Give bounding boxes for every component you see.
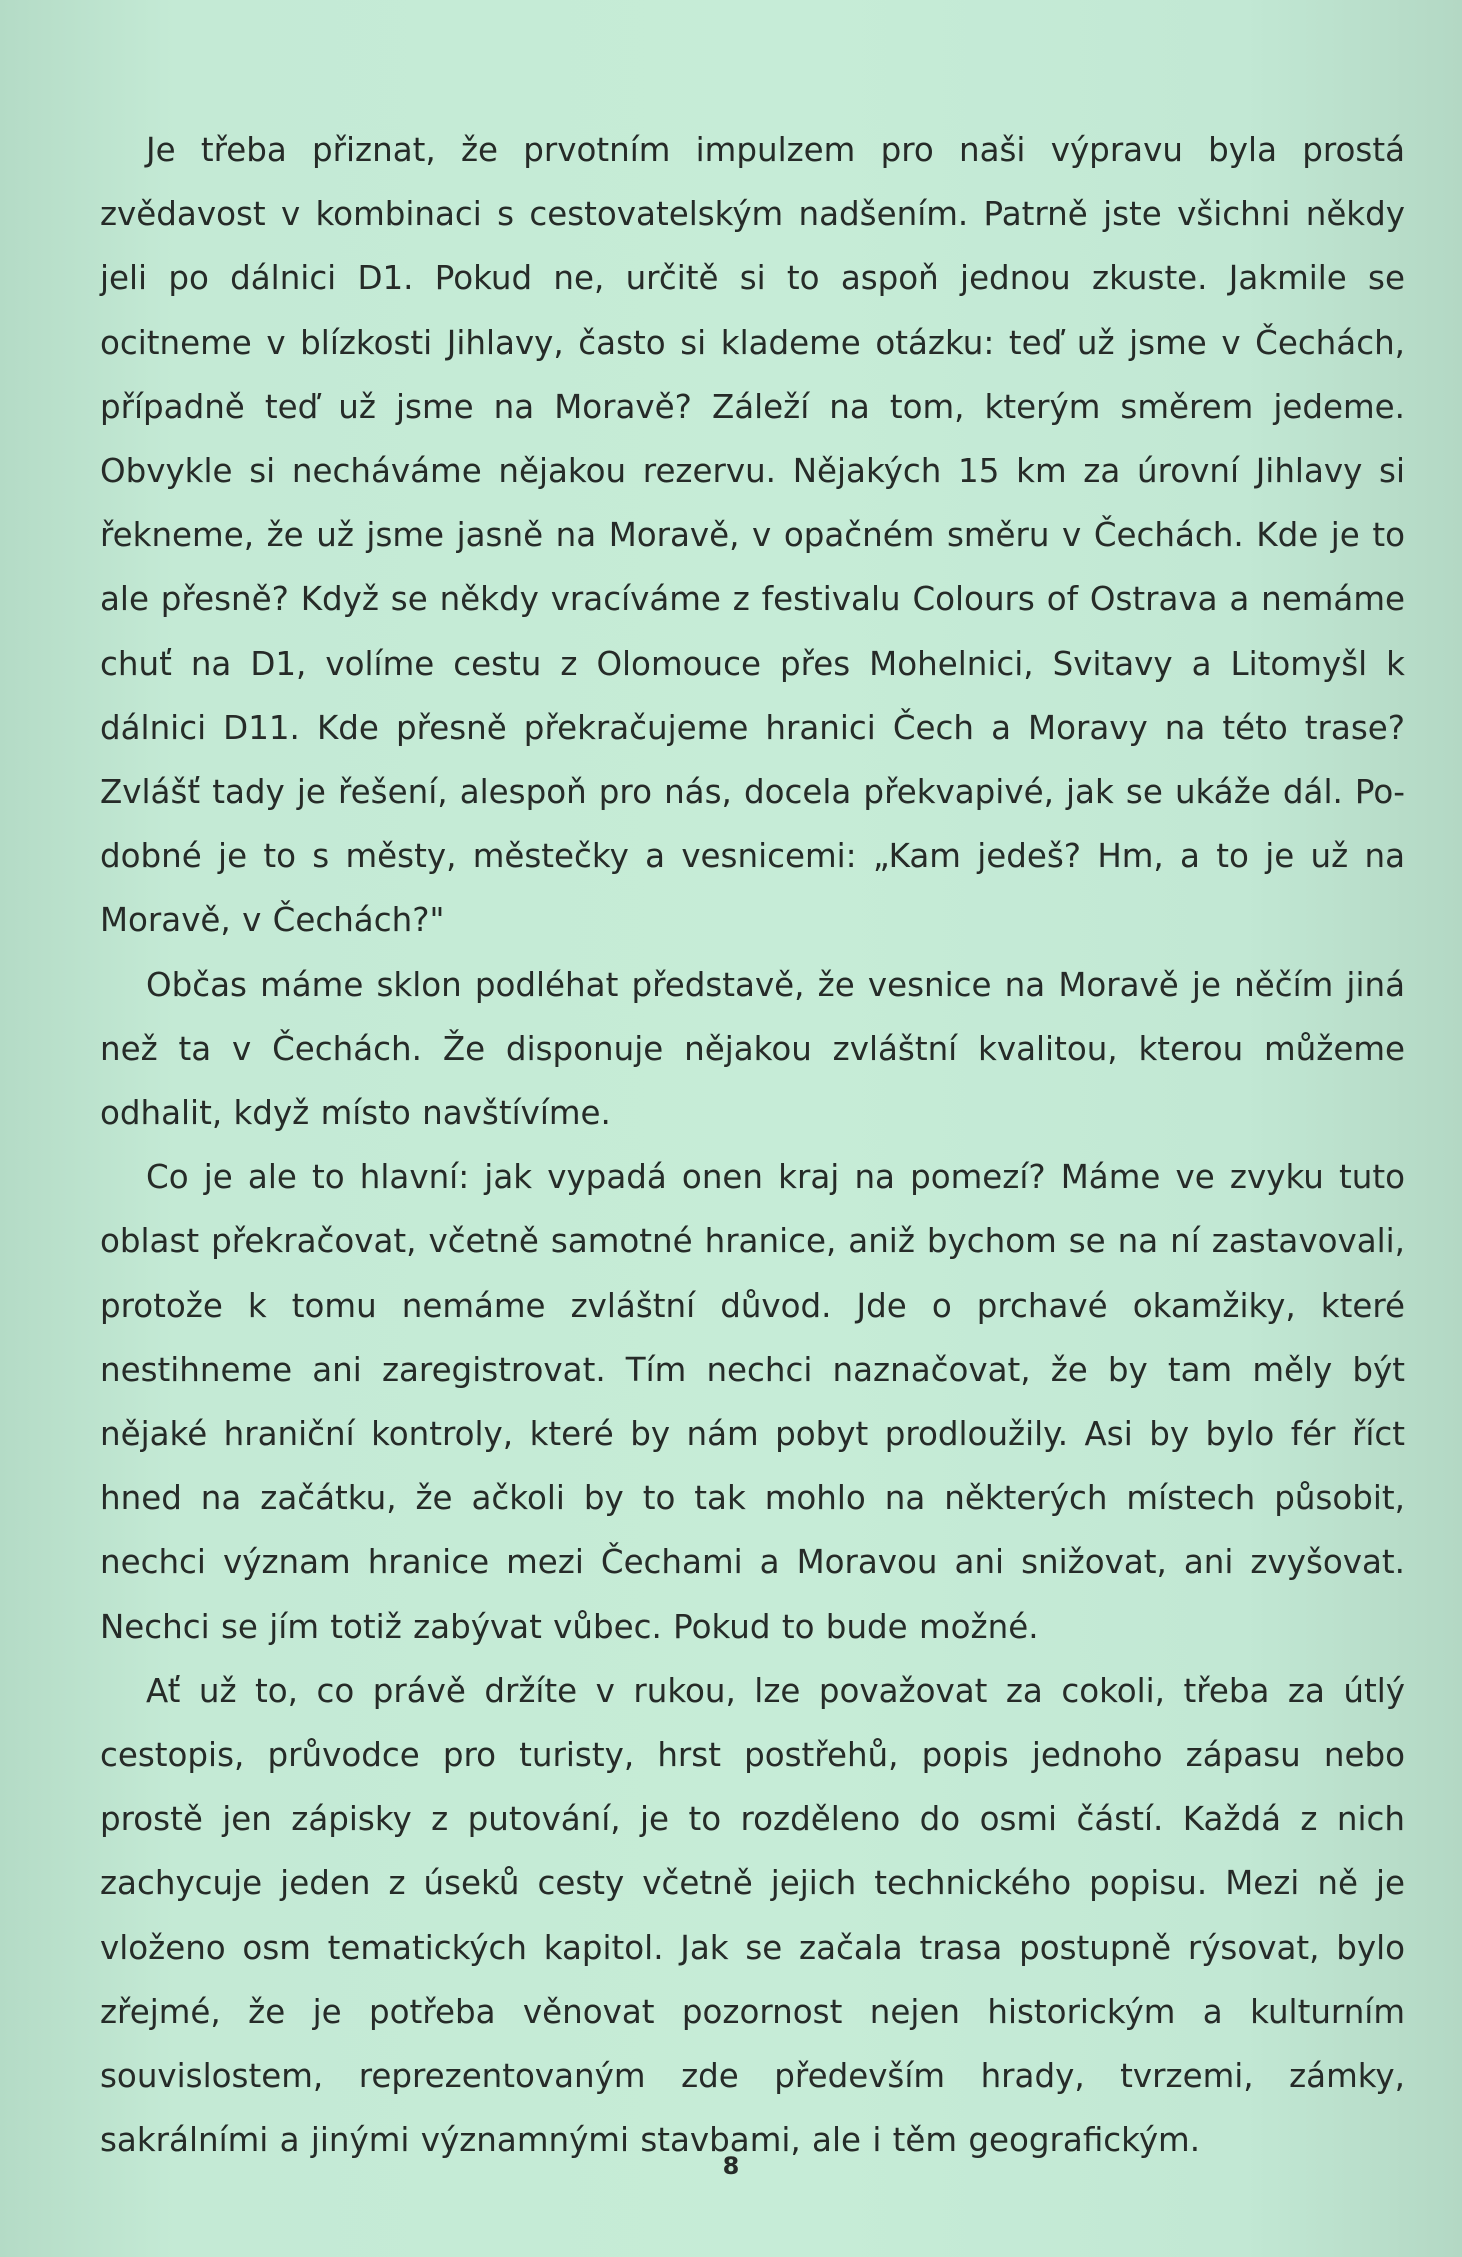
page-number: 8 — [722, 2152, 740, 2180]
paragraph-2: Občas máme sklon podléhat představě, že vesnice na Moravě je něčím jiná než ta v Čechách. Že disponuje nějakou zvláštní kvalitou, kterou můžeme odhalit, když místo navštívíme. — [100, 965, 1405, 1133]
paragraph-1: Je třeba přiznat, že prvotním impulzem pro naši výpravu byla prostá zvědavost v kombinaci s cestovatelským nadšením. Patrně jste všichni někdy jeli po dálnici D1. Pokud ne, určitě si to aspoň jednou zkuste. Jakmile se ocitneme v blízkosti Jihlavy, často si klademe otázku: teď už jsme v Čechách, případně teď už jsme na Moravě? Záleží na tom, kterým směrem jedeme. Obvykle si necháváme nějakou rezervu. Nějakých 15 km za úrovní Jihlavy si řekneme, že už jsme jasně na Moravě, v opačném směru v Čechách. Kde je to ale přesně? Když se někdy vracíváme z festivalu Colours of Ostrava a nemáme chuť na D1, volíme cestu z Olomouce přes Mohelnici, Svitavy a Litomyšl k dálnici D11. Kde přesně překračujeme hranici Čech a Moravy na této trase? Zvlášť tady je řešení, alespoň pro nás, docela překvapivé, jak se ukáže dál. Podobné je to s městy, městečky a vesnicemi: „Kam jedeš? Hm, a to je už na Moravě, v Čechách?" — [100, 131, 1405, 940]
paragraph-3: Co je ale to hlavní: jak vypadá onen kraj na pomezí? Máme ve zvyku tuto oblast překračovat, včetně samotné hranice, aniž bychom se na ní zastavovali, protože k tomu nemáme zvláštní důvod. Jde o prchavé okamžiky, které nestihneme ani zaregistrovat. Tím nechci naznačovat, že by tam měly být nějaké hraniční kontroly, které by nám pobyt prodloužily. Asi by bylo fér říct hned na začátku, že ačkoli by to tak mohlo na některých místech působit, nechci význam hranice mezi Čechami a Moravou ani snižovat, ani zvyšovat. Nechci se jím totiž zabývat vůbec. Pokud to bude možné. — [100, 1158, 1405, 1646]
body-text — [100, 118, 1405, 2173]
paragraph-4: Ať už to, co právě držíte v rukou, lze považovat za cokoli, třeba za útlý cestopis, průvodce pro turisty, hrst postřehů, popis jednoho zápasu nebo prostě jen zápisky z putování, je to rozděleno do osmi částí. Každá z nich zachycuje jeden z úseků cesty včetně jejich technického popisu. Mezi ně je vloženo osm tematických kapitol. Jak se začala trasa postupně rýsovat, bylo zřejmé, že je potřeba věnovat pozornost nejen historickým a kulturním souvislostem, reprezentovaným zde především hrady, tvrzemi, zámky, sakrálními a jinými významnými stavbami, ale i těm geografickým. — [100, 1671, 1405, 2160]
